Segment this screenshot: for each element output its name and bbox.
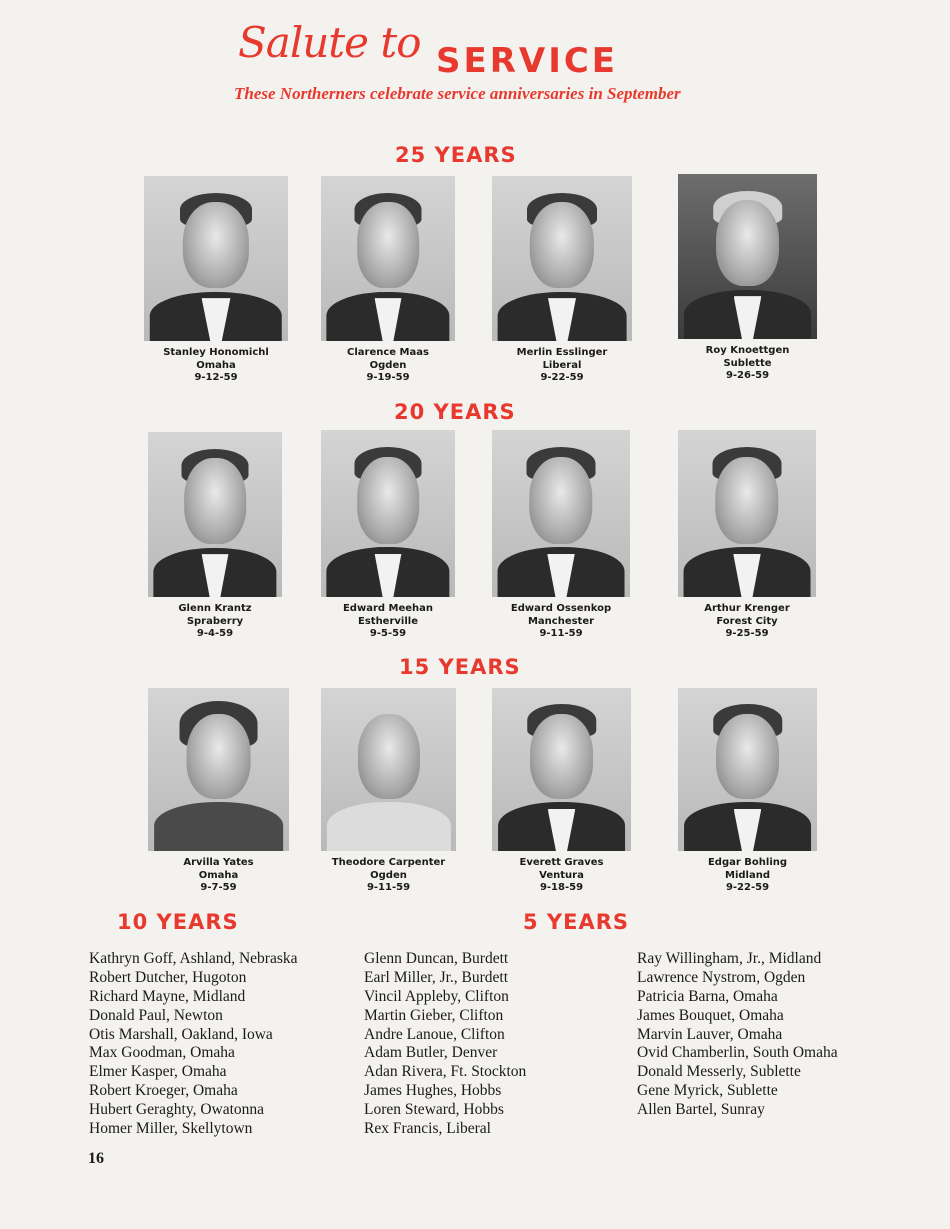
honoree-card — [321, 688, 471, 895]
honoree-location: Manchester — [527, 615, 595, 627]
list-item: Martin Gieber, Clifton — [364, 1006, 504, 1024]
service-title: SERVICE — [436, 41, 619, 81]
list-item: Patricia Barna, Omaha — [637, 987, 778, 1005]
list-item: Elmer Kasper, Omaha — [89, 1063, 227, 1081]
list-item: Earl Miller, Jr., Burdett — [364, 968, 509, 986]
portrait-photo — [492, 430, 630, 597]
honoree-name: Arvilla Yates — [183, 857, 254, 868]
list-item: Adan Rivera, Ft. Stockton — [364, 1063, 527, 1081]
list-item: Otis Marshall, Oakland, Iowa — [89, 1025, 273, 1043]
five-year-list-col2 — [637, 950, 838, 1120]
honoree-caption — [492, 347, 632, 385]
honoree-location: Spraberry — [186, 615, 244, 627]
honoree-card — [144, 176, 294, 385]
honoree-location: Forest City — [716, 615, 778, 627]
honoree-caption — [678, 345, 817, 383]
list-item: Gene Myrick, Sublette — [637, 1082, 778, 1100]
honoree-date: 9-12-59 — [194, 372, 238, 383]
honoree-location: Sublette — [723, 357, 772, 369]
honoree-name: Edward Meehan — [342, 603, 434, 614]
salute-to-script-title: Salute to — [238, 18, 421, 67]
portrait-photo — [321, 176, 455, 341]
honoree-date: 9-26-59 — [725, 370, 770, 381]
honoree-card — [321, 430, 471, 641]
list-item: Vincil Appleby, Clifton — [364, 987, 509, 1005]
honoree-date: 9-7-59 — [200, 882, 237, 893]
portrait-photo — [148, 432, 282, 597]
section-title-20-years: 20 YEARS — [394, 400, 516, 424]
honoree-caption — [148, 857, 289, 895]
honoree-card — [678, 688, 828, 895]
portrait-photo — [321, 430, 455, 597]
honoree-card — [321, 176, 471, 385]
five-year-list-col1 — [364, 950, 526, 1139]
honoree-location: Omaha — [198, 869, 239, 881]
honoree-date: 9-11-59 — [539, 628, 583, 639]
honoree-date: 9-22-59 — [725, 882, 770, 893]
list-item: Donald Paul, Newton — [89, 1006, 223, 1024]
list-item: Richard Mayne, Midland — [89, 987, 246, 1005]
honoree-card — [492, 430, 642, 641]
section-title-5-years: 5 YEARS — [523, 910, 630, 934]
honoree-name: Stanley Honomichl — [163, 347, 269, 358]
list-item: James Hughes, Hobbs — [364, 1082, 502, 1100]
honoree-caption — [148, 603, 282, 641]
honoree-card — [678, 430, 828, 641]
section-title-10-years: 10 YEARS — [117, 910, 239, 934]
honoree-location: Estherville — [358, 615, 418, 627]
portrait-photo — [144, 176, 288, 341]
section-title-15-years: 15 YEARS — [399, 655, 521, 679]
honoree-name: Merlin Esslinger — [516, 347, 608, 358]
list-item: Robert Dutcher, Hugoton — [89, 968, 247, 986]
honoree-date: 9-22-59 — [540, 372, 584, 383]
honoree-name: Edward Ossenkop — [510, 603, 612, 614]
list-item: Kathryn Goff, Ashland, Nebraska — [89, 950, 298, 967]
honoree-card — [492, 176, 642, 385]
honoree-date: 9-25-59 — [725, 628, 769, 639]
list-item: Robert Kroeger, Omaha — [89, 1082, 238, 1100]
honoree-caption — [492, 603, 630, 641]
honoree-date: 9-5-59 — [369, 628, 407, 639]
list-item: Rex Francis, Liberal — [364, 1120, 491, 1138]
honoree-caption — [678, 857, 817, 895]
list-item: Ray Willingham, Jr., Midland — [637, 950, 822, 967]
honoree-caption — [492, 857, 631, 895]
honoree-name: Clarence Maas — [347, 347, 429, 358]
ten-year-list — [89, 950, 298, 1139]
list-item: Donald Messerly, Sublette — [637, 1063, 801, 1081]
honoree-card — [492, 688, 642, 895]
list-item: Ovid Chamberlin, South Omaha — [637, 1044, 838, 1062]
honoree-date: 9-19-59 — [366, 372, 410, 383]
honoree-location: Midland — [725, 869, 770, 881]
honoree-name: Glenn Krantz — [178, 603, 252, 614]
honoree-date: 9-18-59 — [539, 882, 584, 893]
page-subtitle: These Northerners celebrate service anniversaries in September — [234, 84, 681, 103]
honoree-caption — [321, 603, 455, 641]
section-title-25-years: 25 YEARS — [395, 143, 517, 167]
honoree-name: Roy Knoettgen — [705, 345, 790, 356]
honoree-caption — [321, 857, 456, 895]
honoree-caption — [321, 347, 455, 385]
portrait-photo — [678, 174, 817, 339]
list-item: Loren Steward, Hobbs — [364, 1101, 504, 1119]
honoree-location: Ogden — [370, 869, 407, 881]
list-item: Homer Miller, Skellytown — [89, 1120, 253, 1138]
honoree-card — [678, 174, 828, 383]
honoree-caption — [678, 603, 816, 641]
portrait-photo — [678, 688, 817, 851]
portrait-photo — [148, 688, 289, 851]
list-item: Andre Lanoue, Clifton — [364, 1025, 505, 1043]
honoree-name: Arthur Krenger — [704, 603, 790, 614]
honoree-name: Everett Graves — [519, 857, 604, 868]
portrait-photo — [321, 688, 456, 851]
honoree-card — [148, 432, 298, 641]
list-item: James Bouquet, Omaha — [637, 1006, 784, 1024]
portrait-photo — [492, 688, 631, 851]
list-item: Allen Bartel, Sunray — [637, 1101, 765, 1119]
portrait-photo — [678, 430, 816, 597]
honoree-location: Ogden — [369, 359, 407, 371]
honoree-location: Ventura — [539, 869, 584, 881]
honoree-location: Omaha — [196, 359, 236, 371]
list-item: Max Goodman, Omaha — [89, 1044, 235, 1062]
list-item: Glenn Duncan, Burdett — [364, 950, 509, 967]
honoree-date: 9-4-59 — [196, 628, 234, 639]
honoree-name: Edgar Bohling — [707, 857, 788, 868]
list-item: Lawrence Nystrom, Ogden — [637, 968, 806, 986]
honoree-name: Theodore Carpenter — [331, 857, 446, 868]
list-item: Hubert Geraghty, Owatonna — [89, 1101, 265, 1119]
honoree-location: Liberal — [542, 359, 582, 371]
page-number: 16 — [88, 1150, 104, 1167]
honoree-card — [148, 688, 298, 895]
list-item: Marvin Lauver, Omaha — [637, 1025, 783, 1043]
honoree-date: 9-11-59 — [366, 882, 411, 893]
portrait-photo — [492, 176, 632, 341]
list-item: Adam Butler, Denver — [364, 1044, 498, 1062]
honoree-caption — [144, 347, 288, 385]
